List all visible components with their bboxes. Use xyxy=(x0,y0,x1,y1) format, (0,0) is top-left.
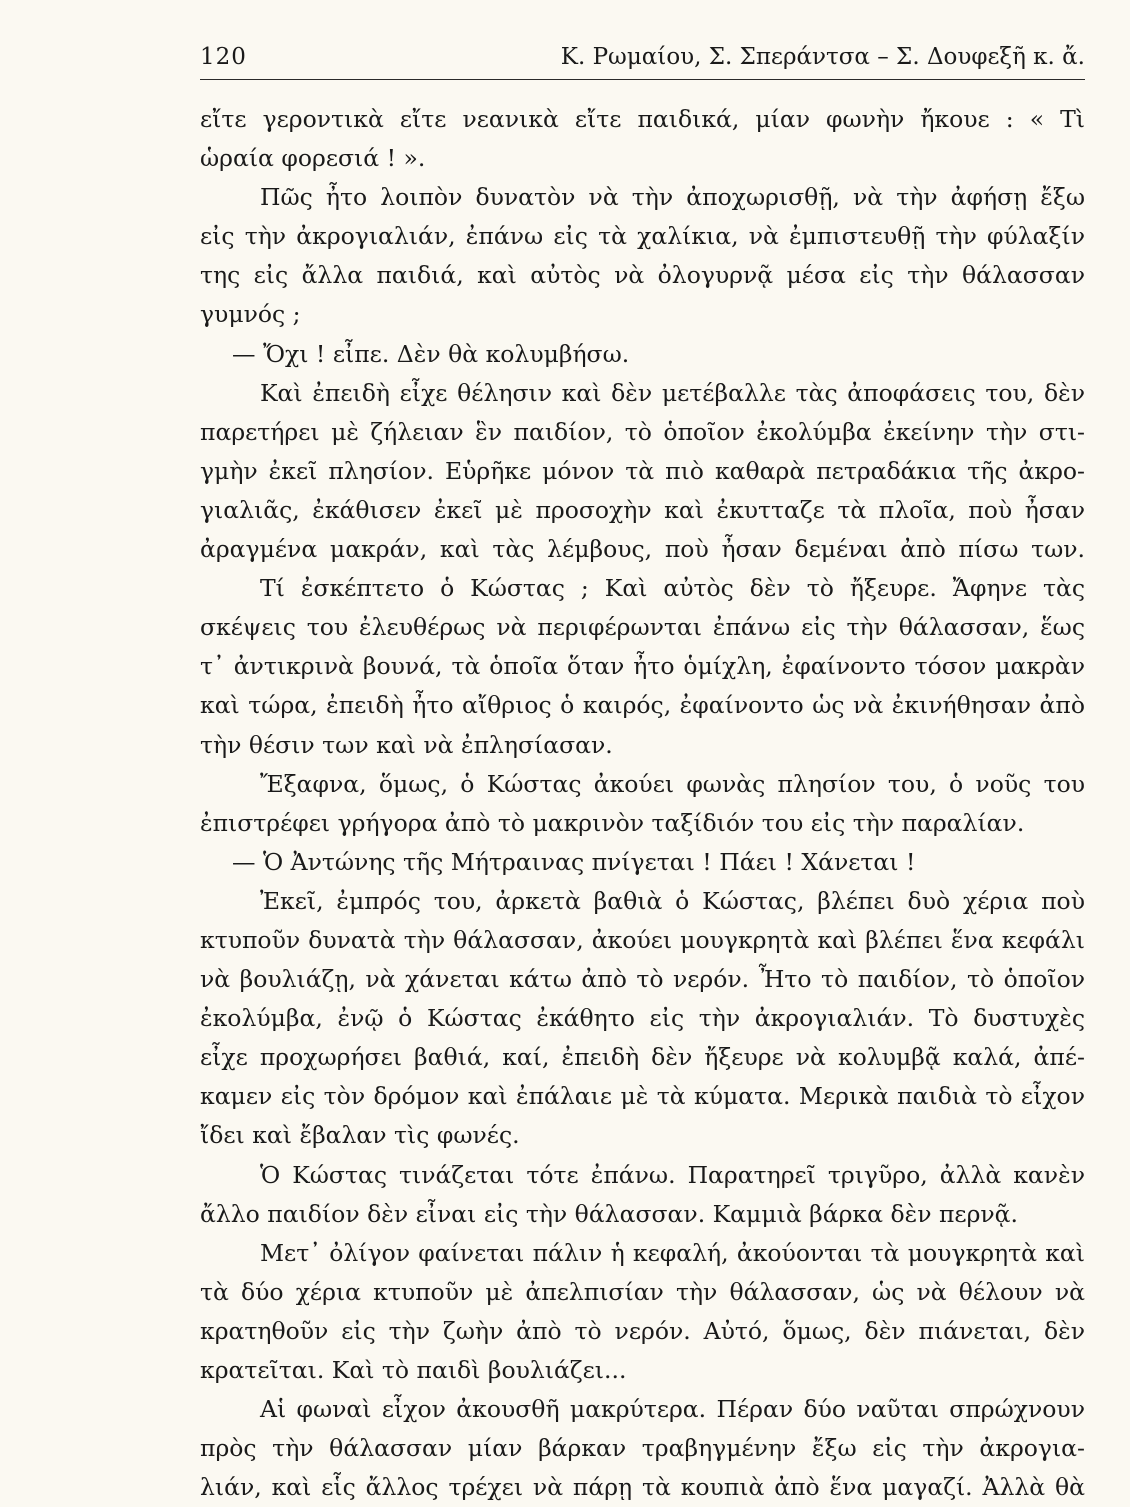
text-line: γιαλιᾶς, ἐκάθισεν ἐκεῖ μὲ προσοχὴν καὶ ἐκυτταζε τὰ πλοῖα, ποὺ ἦσαν xyxy=(200,495,1085,524)
text-line: εἴτε γεροντικὰ εἴτε νεανικὰ εἴτε παιδικά, μίαν φωνὴν ἤκουε : « Τὶ xyxy=(200,105,1085,133)
body-text xyxy=(200,100,1085,1507)
text-line: ὡραία φορεσιά ! ». xyxy=(200,144,426,173)
text-line: καμεν εἰς τὸν δρόμον καὶ ἐπάλαιε μὲ τὰ κύματα. Μερικὰ παιδιὰ τὸ εἶχον xyxy=(200,1082,1085,1111)
text-line: τὰ δύο χέρια κτυποῦν μὲ ἀπελπισίαν τὴν θάλασσαν, ὡς νὰ θέλουν νὰ xyxy=(200,1277,1085,1306)
text-line: σκέψεις του ἐλευθέρως νὰ περιφέρωνται ἐπάνω εἰς τὴν θάλασσαν, ἕως xyxy=(200,613,1085,642)
text-line: ἄλλο παιδίον δὲν εἶναι εἰς τὴν θάλασσαν. Καμμιὰ βάρκα δὲν περνᾷ. xyxy=(200,1199,1019,1228)
text-line: λιάν, καὶ εἷς ἄλλος τρέχει νὰ πάρῃ τὰ κουπιὰ ἀπὸ ἕνα μαγαζί. Ἀλλὰ θὰ xyxy=(200,1473,1085,1502)
text-line: κτυποῦν δυνατὰ τὴν θάλασσαν, ἀκούει μουγκρητὰ καὶ βλέπει ἕνα κεφάλι xyxy=(200,925,1085,954)
text-line: Τί ἐσκέπτετο ὁ Κώστας ; Καὶ αὐτὸς δὲν τὸ ἤξευρε. Ἄφηνε τὰς xyxy=(260,574,1085,603)
text-line: ἴδει καὶ ἔβαλαν τὶς φωνές. xyxy=(200,1121,520,1150)
text-line: Καὶ ἐπειδὴ εἶχε θέλησιν καὶ δὲν μετέβαλλε τὰς ἀποφάσεις του, δὲν xyxy=(260,378,1085,407)
running-title: Κ. Ρωμαίου, Σ. Σπεράντσα – Σ. Δουφεξῆ κ. ἄ. xyxy=(560,44,1085,70)
text-line: ἐπιστρέφει γρήγορα ἀπὸ τὸ μακρινὸν ταξίδιόν του εἰς τὴν παραλίαν. xyxy=(200,808,1025,837)
text-line: τὴν θέσιν των καὶ νὰ ἐπλησίασαν. xyxy=(200,730,613,759)
text-line: καὶ τώρα, ἐπειδὴ ἦτο αἴθριος ὁ καιρός, ἐφαίνοντο ὡς νὰ ἐκινήθησαν ἀπὸ xyxy=(200,691,1085,720)
header-rule xyxy=(200,79,1085,80)
text-line: κρατηθοῦν εἰς τὴν ζωὴν ἀπὸ τὸ νερόν. Αὐτό, ὅμως, δὲν πιάνεται, δὲν xyxy=(200,1316,1085,1345)
text-line: Αἱ φωναὶ εἶχον ἀκουσθῆ μακρύτερα. Πέραν δύο ναῦται σπρώχνουν xyxy=(260,1395,1085,1424)
text-line: παρετήρει μὲ ζήλειαν ἓν παιδίον, τὸ ὁποῖον ἐκολύμβα ἐκείνην τὴν στι- xyxy=(200,417,1085,446)
text-line: εἶχε προχωρήσει βαθιά, καί, ἐπειδὴ δὲν ἤξευρε νὰ κολυμβᾷ καλά, ἀπέ- xyxy=(200,1043,1085,1072)
text-line: ἐκολύμβα, ἐνῷ ὁ Κώστας ἐκάθητο εἰς τὴν ἀκρογιαλιάν. Τὸ δυστυχὲς xyxy=(200,1004,1085,1033)
text-line: πρὸς τὴν θάλασσαν μίαν βάρκαν τραβηγμένην ἔξω εἰς τὴν ἀκρογια- xyxy=(200,1434,1085,1463)
text-line: Πῶς ἦτο λοιπὸν δυνατὸν νὰ τὴν ἀποχωρισθῇ, νὰ τὴν ἀφήσῃ ἔξω xyxy=(260,183,1085,212)
text-line: της εἰς ἄλλα παιδιά, καὶ αὐτὸς νὰ ὀλογυρνᾷ μέσα εἰς τὴν θάλασσαν xyxy=(200,261,1085,290)
text-line: κρατεῖται. Καὶ τὸ παιδὶ βουλιάζει... xyxy=(200,1356,627,1384)
text-line: τ᾽ ἀντικρινὰ βουνά, τὰ ὁποῖα ὅταν ἦτο ὁμίχλη, ἐφαίνοντο τόσον μακρὰν xyxy=(200,652,1085,681)
page-header xyxy=(200,42,1085,82)
text-line: ἀραγμένα μακράν, καὶ τὰς λέμβους, ποὺ ἦσαν δεμέναι ἀπὸ πίσω των. xyxy=(200,535,1085,564)
text-line: Ἐκεῖ, ἐμπρός του, ἀρκετὰ βαθιὰ ὁ Κώστας, βλέπει δυὸ χέρια ποὺ xyxy=(260,886,1085,915)
text-line: νὰ βουλιάζῃ, νὰ χάνεται κάτω ἀπὸ τὸ νερόν. Ἦτο τὸ παιδίον, τὸ ὁποῖον xyxy=(200,965,1085,994)
text-line: Μετ᾽ ὀλίγον φαίνεται πάλιν ἡ κεφαλή, ἀκούονται τὰ μουγκρητὰ καὶ xyxy=(260,1238,1085,1267)
text-line: γμὴν ἐκεῖ πλησίον. Εὑρῆκε μόνον τὰ πιὸ καθαρὰ πετραδάκια τῆς ἀκρο- xyxy=(200,456,1085,485)
page-number: 120 xyxy=(200,44,247,70)
text-line: — Ὄχι ! εἶπε. Δὲν θὰ κολυμβήσω. xyxy=(232,339,630,368)
text-line: γυμνός ; xyxy=(200,300,301,329)
text-line: Ὁ Κώστας τινάζεται τότε ἐπάνω. Παρατηρεῖ τριγῦρο, ἀλλὰ κανὲν xyxy=(260,1160,1085,1189)
text-line: εἰς τὴν ἀκρογιαλιάν, ἐπάνω εἰς τὰ χαλίκια, νὰ ἐμπιστευθῇ τὴν φύλαξίν xyxy=(200,222,1085,251)
text-line: Ἔξαφνα, ὅμως, ὁ Κώστας ἀκούει φωνὰς πλησίον του, ὁ νοῦς του xyxy=(260,769,1085,798)
text-line: — Ὁ Ἀντώνης τῆς Μήτραινας πνίγεται ! Πάει ! Χάνεται ! xyxy=(232,847,916,876)
